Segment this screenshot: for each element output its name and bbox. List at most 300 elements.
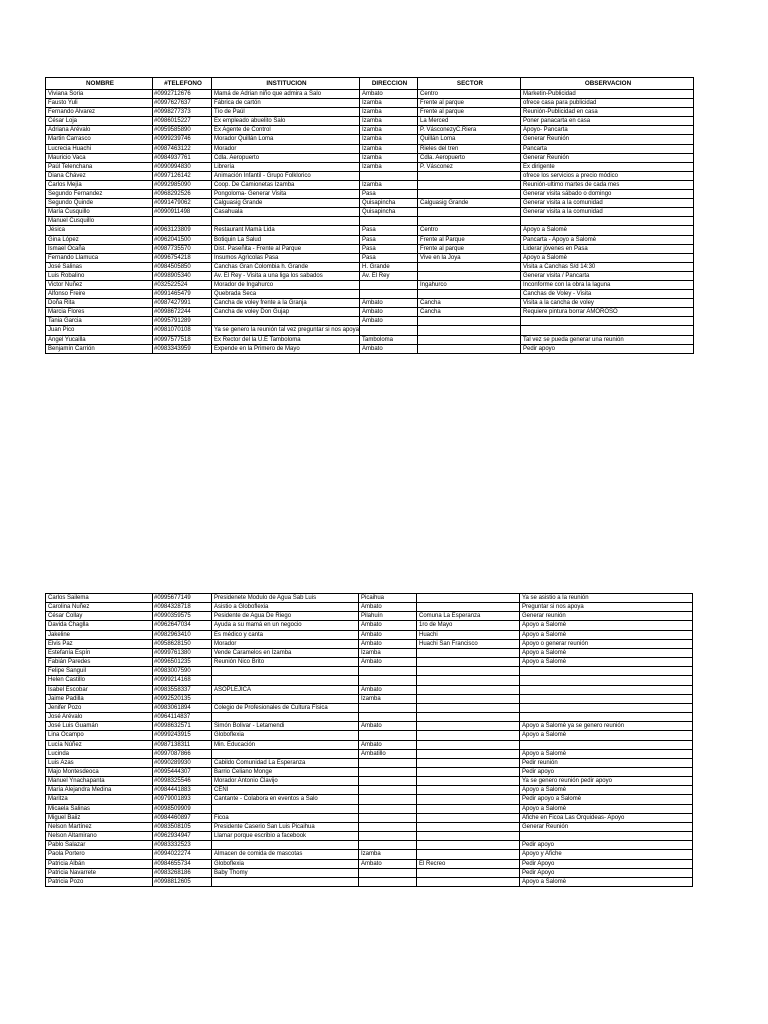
sector-cell <box>417 832 520 841</box>
direccion-cell: Ambato <box>359 685 417 694</box>
nombre-cell: José Arévalo <box>46 713 153 722</box>
institucion-cell: Barrio Celiano Monge <box>212 767 359 776</box>
sector-cell <box>417 713 520 722</box>
observacion-cell: ofrece casa para publicidad <box>520 99 693 108</box>
observacion-cell: Apoyo a Salomè ya se genero reunión <box>520 722 693 731</box>
institucion-cell: Vende Caramelos en Izamba <box>212 648 359 657</box>
direccion-cell: Pasa <box>359 253 417 262</box>
sector-cell <box>417 180 520 189</box>
direccion-cell: Quisapincha <box>359 199 417 208</box>
observacion-cell <box>520 317 693 326</box>
direccion-cell: Ambato <box>359 740 417 749</box>
nombre-cell: Juan Pico <box>46 326 153 335</box>
direccion-cell: Izamba <box>359 153 417 162</box>
table-row <box>46 299 694 308</box>
observacion-cell <box>520 676 693 685</box>
telefono-cell: #0984328718 <box>153 603 212 612</box>
column-header-institucion: INSTITUCION <box>212 78 360 90</box>
observacion-cell <box>520 326 693 335</box>
sector-cell <box>417 603 520 612</box>
direccion-cell: Izamba <box>359 162 417 171</box>
nombre-cell: Lina Ocampo <box>46 731 153 740</box>
institucion-cell: Globoflexia <box>212 731 359 740</box>
direccion-cell <box>359 703 417 712</box>
table-row <box>46 190 694 199</box>
nombre-cell: César Loja <box>46 117 153 126</box>
institucion-cell: Ayuda a su mamá en un negocio <box>212 621 359 630</box>
nombre-cell: Jaime Padilla <box>46 694 153 703</box>
institucion-cell <box>212 317 360 326</box>
column-header-telefono: #TELEFONO <box>153 78 212 90</box>
table-row <box>46 685 693 694</box>
institucion-cell <box>212 841 359 850</box>
observacion-cell: Ya se genero reunión pedir apoyo <box>520 777 693 786</box>
institucion-cell: Librería <box>212 162 360 171</box>
nombre-cell: José Luis Guamán <box>46 722 153 731</box>
telefono-cell: #0983343959 <box>153 344 212 353</box>
sector-cell: Frente al Parque <box>417 235 520 244</box>
direccion-cell <box>359 813 417 822</box>
table-row <box>46 777 693 786</box>
direccion-cell: Izamba <box>359 694 417 703</box>
observacion-cell: Generar Reunión <box>520 822 693 831</box>
sector-cell <box>417 335 520 344</box>
observacion-cell: Pedir apoyo <box>520 841 693 850</box>
direccion-cell: Izamba <box>359 180 417 189</box>
table-row <box>46 676 693 685</box>
nombre-cell: Fernando Alvarez <box>46 108 153 117</box>
table-row <box>46 117 694 126</box>
observacion-cell: Apoyo o generar reunión <box>520 639 693 648</box>
institucion-cell: Baby Thomy <box>212 868 359 877</box>
institucion-cell: Botiquin La Salud <box>212 235 360 244</box>
sector-cell <box>417 731 520 740</box>
institucion-cell: Reunión Nico Brito <box>212 658 359 667</box>
telefono-cell: #0984441883 <box>153 786 212 795</box>
nombre-cell: Nelson Martínez <box>46 822 153 831</box>
observacion-cell: Pedir Apoyo <box>520 859 693 868</box>
telefono-cell: #0986015227 <box>153 117 212 126</box>
institucion-cell: Cancha de voley Don Gujap <box>212 308 360 317</box>
telefono-cell: #0998672244 <box>153 308 212 317</box>
sector-cell: Ingahurco <box>417 280 520 289</box>
sector-cell <box>417 208 520 217</box>
sector-cell <box>417 217 520 226</box>
telefono-cell: #0995791289 <box>153 317 212 326</box>
telefono-cell: #0992712676 <box>153 90 212 99</box>
observacion-cell: Pancarta <box>520 144 693 153</box>
nombre-cell: Lucía Núñez <box>46 740 153 749</box>
table-row <box>46 648 693 657</box>
telefono-cell: #0998277373 <box>153 108 212 117</box>
direccion-cell: Pilahuín <box>359 612 417 621</box>
direccion-cell <box>359 667 417 676</box>
direccion-cell: Quisapincha <box>359 208 417 217</box>
sector-cell: Frente al parque <box>417 244 520 253</box>
institucion-cell: ASOPLEJICA <box>212 685 359 694</box>
institucion-cell: Mamá de Adrian niño que admira a Salo <box>212 90 360 99</box>
nombre-cell: Manuel Cusquillo <box>46 217 153 226</box>
table-row <box>46 344 694 353</box>
institucion-cell: Ya se genero la reunión tal vez preguntar si nos apoya <box>212 326 360 335</box>
institucion-cell: Ficoa <box>212 813 359 822</box>
sector-cell <box>417 822 520 831</box>
nombre-cell: César Collay <box>46 612 153 621</box>
institucion-cell: Ex Agente de Control <box>212 126 360 135</box>
sector-cell <box>417 171 520 180</box>
observacion-cell: Apoyo a Salomè <box>520 630 693 639</box>
observacion-cell: Apoyo y Afiche <box>520 850 693 859</box>
telefono-cell: #0983007590 <box>153 667 212 676</box>
telefono-cell: #0983508105 <box>153 822 212 831</box>
institucion-cell: Es médico y canta <box>212 630 359 639</box>
nombre-cell: Maritza <box>46 795 153 804</box>
table-row <box>46 877 693 886</box>
direccion-cell <box>359 731 417 740</box>
telefono-cell: #0998905340 <box>153 271 212 280</box>
sector-cell: P. Vásconez <box>417 162 520 171</box>
sector-cell <box>417 667 520 676</box>
telefono-cell: #0999214168 <box>153 676 212 685</box>
sector-cell: P. VásconezyC.Riera <box>417 126 520 135</box>
telefono-cell: #0996501235 <box>153 658 212 667</box>
nombre-cell: Helen Castillo <box>46 676 153 685</box>
sector-cell: Huachi San Francisco <box>417 639 520 648</box>
telefono-cell: #0958628150 <box>153 639 212 648</box>
observacion-cell <box>520 740 693 749</box>
table-row <box>46 795 693 804</box>
telefono-cell: #0968292526 <box>153 190 212 199</box>
table-row <box>46 335 694 344</box>
observacion-cell: Ex dirigente <box>520 162 693 171</box>
institucion-cell: Canchas Gran Colombia h. Grande <box>212 262 360 271</box>
observacion-cell: Apoyo a Salomè <box>520 621 693 630</box>
telefono-cell: #0991479062 <box>153 199 212 208</box>
direccion-cell: Izamba <box>359 117 417 126</box>
nombre-cell: José Salinas <box>46 262 153 271</box>
nombre-cell: Paola Portero <box>46 850 153 859</box>
telefono-cell: #0984937761 <box>153 153 212 162</box>
observacion-cell: Pedir apoyo <box>520 344 693 353</box>
direccion-cell: Ambato <box>359 299 417 308</box>
telefono-cell: #0962647034 <box>153 621 212 630</box>
column-header-direccion: DIRECCION <box>359 78 417 90</box>
table-row <box>46 317 694 326</box>
direccion-cell <box>359 676 417 685</box>
table-row <box>46 722 693 731</box>
telefono-cell: #0983558337 <box>153 685 212 694</box>
sector-cell: Centro <box>417 90 520 99</box>
nombre-cell: Fausto Yuli <box>46 99 153 108</box>
table-row <box>46 612 693 621</box>
nombre-cell: Doña Rita <box>46 299 153 308</box>
institucion-cell: Tío de Paúl <box>212 108 360 117</box>
institucion-cell <box>212 713 359 722</box>
sector-cell <box>417 758 520 767</box>
observacion-cell: Pedir apoyo <box>520 767 693 776</box>
institucion-cell: Dist. Paseñita - Frente al Parque <box>212 244 360 253</box>
institucion-cell <box>212 694 359 703</box>
direccion-cell: Ambato <box>359 859 417 868</box>
nombre-cell: Felipe Sanguil <box>46 667 153 676</box>
institucion-cell: CENI <box>212 786 359 795</box>
nombre-cell: Alfonso Freire <box>46 290 153 299</box>
nombre-cell: Fabián Paredes <box>46 658 153 667</box>
sector-cell <box>417 841 520 850</box>
table-row <box>46 90 694 99</box>
telefono-cell: #0963123809 <box>153 226 212 235</box>
direccion-cell <box>359 326 417 335</box>
institucion-cell: Min. Educación <box>212 740 359 749</box>
telefono-cell: #0987735570 <box>153 244 212 253</box>
direccion-cell: Pasa <box>359 235 417 244</box>
nombre-cell: Ismael Ocaña <box>46 244 153 253</box>
direccion-cell <box>359 171 417 180</box>
nombre-cell: Mauricio Vaca <box>46 153 153 162</box>
nombre-cell: Manuel Ynachapanta <box>46 777 153 786</box>
observacion-cell: Requiere pintura borrar AMOROSO <box>520 308 693 317</box>
direccion-cell: Ambato <box>359 308 417 317</box>
observacion-cell: Apoyo a Salomè <box>520 877 693 886</box>
observacion-cell: Apoyo a Salomè <box>520 731 693 740</box>
nombre-cell: Martin Carrasco <box>46 135 153 144</box>
nombre-cell: Viviana Soria <box>46 90 153 99</box>
telefono-cell: #0992520135 <box>153 694 212 703</box>
sector-cell <box>417 676 520 685</box>
direccion-cell: Pasa <box>359 226 417 235</box>
telefono-cell: #0990911498 <box>153 208 212 217</box>
nombre-cell: Pablo Salazar <box>46 841 153 850</box>
table-row <box>46 262 694 271</box>
direccion-cell: Izamba <box>359 144 417 153</box>
observacion-cell: Apoyo a Salomè <box>520 226 693 235</box>
observacion-cell: Pedir reunión <box>520 758 693 767</box>
observacion-cell: Apoyo- Pancarta <box>520 126 693 135</box>
observacion-cell: Apoyo a Salomè <box>520 253 693 262</box>
table-row <box>46 841 693 850</box>
nombre-cell: Carolina Nuñez <box>46 603 153 612</box>
telefono-cell: #032522524 <box>153 280 212 289</box>
institucion-cell: Almacen de comida de mascotas <box>212 850 359 859</box>
institucion-cell: Colegio de Profesionales de Cultura Física <box>212 703 359 712</box>
telefono-cell: #0990289930 <box>153 758 212 767</box>
institucion-cell <box>212 217 360 226</box>
direccion-cell: Ambato <box>359 317 417 326</box>
direccion-cell <box>359 822 417 831</box>
nombre-cell: Jakeline <box>46 630 153 639</box>
table-row <box>46 108 694 117</box>
telefono-cell: #0962934947 <box>153 832 212 841</box>
institucion-cell <box>212 749 359 758</box>
direccion-cell: Picaihua <box>359 594 417 603</box>
telefono-cell: #0995444307 <box>153 767 212 776</box>
direccion-cell: Ambato <box>359 90 417 99</box>
sector-cell <box>417 685 520 694</box>
observacion-cell: Pedir apoyo a Salomè <box>520 795 693 804</box>
institucion-cell: Pesidente de Agua De Riego <box>212 612 359 621</box>
institucion-cell <box>212 676 359 685</box>
direccion-cell: Ambato <box>359 621 417 630</box>
sector-cell: Cancha <box>417 308 520 317</box>
telefono-cell: #0979001893 <box>153 795 212 804</box>
sector-cell <box>417 262 520 271</box>
observacion-cell: Afiche en Ficoa Las Orquideas- Apoyo <box>520 813 693 822</box>
telefono-cell: #0998632571 <box>153 722 212 731</box>
observacion-cell: Visita a la cancha de voley <box>520 299 693 308</box>
observacion-cell: Generar Reunión <box>520 135 693 144</box>
table-row <box>46 253 694 262</box>
institucion-cell: Morador Quillán Loma <box>212 135 360 144</box>
sector-cell <box>417 868 520 877</box>
sector-cell: Cdla. Aeropuerto <box>417 153 520 162</box>
observacion-cell: ofrece los servicios a precio módico <box>520 171 693 180</box>
header-row <box>46 78 694 90</box>
nombre-cell: Miguel Baiiz <box>46 813 153 822</box>
observacion-cell: Poner panacarta en casa <box>520 117 693 126</box>
table-row <box>46 226 694 235</box>
direccion-cell: Ambato <box>359 722 417 731</box>
observacion-cell: Pancarta - Apoyo a Salomè <box>520 235 693 244</box>
direccion-cell: Izamba <box>359 648 417 657</box>
nombre-cell: Segundo Fernandez <box>46 190 153 199</box>
direccion-cell <box>359 832 417 841</box>
direccion-cell <box>359 290 417 299</box>
direccion-cell <box>359 868 417 877</box>
telefono-cell: #0991465479 <box>153 290 212 299</box>
sector-cell <box>417 767 520 776</box>
nombre-cell: Elvis Paz <box>46 639 153 648</box>
telefono-cell: #0998325546 <box>153 777 212 786</box>
table-row <box>46 731 693 740</box>
telefono-cell: #0997627637 <box>153 99 212 108</box>
table-row <box>46 594 693 603</box>
table-row <box>46 144 694 153</box>
table-row <box>46 99 694 108</box>
table-row <box>46 868 693 877</box>
observacion-cell <box>520 703 693 712</box>
nombre-cell: Jésica <box>46 226 153 235</box>
sector-cell: El Recreo <box>417 859 520 868</box>
institucion-cell: Cancha de voley frente a la Granja <box>212 299 360 308</box>
sector-cell <box>417 271 520 280</box>
table-body-1 <box>46 90 694 354</box>
table-row <box>46 280 694 289</box>
direccion-cell: Ambato <box>359 630 417 639</box>
nombre-cell: Adriana Arévalo <box>46 126 153 135</box>
telefono-cell <box>153 217 212 226</box>
institucion-cell: Globoflexia <box>212 859 359 868</box>
table-row <box>46 850 693 859</box>
direccion-cell <box>359 877 417 886</box>
observacion-cell: Generar visita a la comunidad <box>520 208 693 217</box>
direccion-cell <box>359 758 417 767</box>
nombre-cell: Victor Nuñez <box>46 280 153 289</box>
nombre-cell: Micaela Salinas <box>46 804 153 813</box>
nombre-cell: Fernando Llamuca <box>46 253 153 262</box>
nombre-cell: Diana Chávez <box>46 171 153 180</box>
sector-cell: Centro <box>417 226 520 235</box>
table-row <box>46 308 694 317</box>
telefono-cell: #0999761380 <box>153 648 212 657</box>
table-row <box>46 135 694 144</box>
direccion-cell: Ambato <box>359 639 417 648</box>
table-body-2 <box>46 594 693 887</box>
institucion-cell: Ex Rector del la U.E Tamboloma <box>212 335 360 344</box>
table-row <box>46 271 694 280</box>
table-row <box>46 199 694 208</box>
nombre-cell: Gina López <box>46 235 153 244</box>
sector-cell: Quillán Loma <box>417 135 520 144</box>
direccion-cell <box>359 280 417 289</box>
institucion-cell: Morador <box>212 639 359 648</box>
sector-cell <box>417 317 520 326</box>
telefono-cell: #0997126142 <box>153 171 212 180</box>
table-row <box>46 217 694 226</box>
direccion-cell: Izamba <box>359 108 417 117</box>
direccion-cell: H. Grande <box>359 262 417 271</box>
nombre-cell: Patricia Pozo <box>46 877 153 886</box>
direccion-cell: Izamba <box>359 126 417 135</box>
contacts-table-2 <box>45 593 693 887</box>
nombre-cell: Carlos Mejía <box>46 180 153 189</box>
observacion-cell <box>520 713 693 722</box>
nombre-cell: Lucrecia Huachi <box>46 144 153 153</box>
institucion-cell <box>212 804 359 813</box>
table-row <box>46 126 694 135</box>
nombre-cell: Patricia Albán <box>46 859 153 868</box>
telefono-cell: #0996754218 <box>153 253 212 262</box>
telefono-cell: #0984505850 <box>153 262 212 271</box>
telefono-cell: #0987427991 <box>153 299 212 308</box>
nombre-cell: Patricia Navarrete <box>46 868 153 877</box>
institucion-cell: Insumos Agrìcolas Pasa <box>212 253 360 262</box>
direccion-cell <box>359 777 417 786</box>
telefono-cell: #0983332523 <box>153 841 212 850</box>
sector-cell: Calguasig Grande <box>417 199 520 208</box>
observacion-cell: Ya se asistio a la reunión <box>520 594 693 603</box>
institucion-cell: Presidenete Modulo de Agua Sab Luis <box>212 594 359 603</box>
nombre-cell: Carlos Sailema <box>46 594 153 603</box>
direccion-cell: Izamba <box>359 135 417 144</box>
sector-cell: Frente al parque <box>417 99 520 108</box>
table-row <box>46 621 693 630</box>
institucion-cell: Simón Bolivar - Letamendi <box>212 722 359 731</box>
direccion-cell <box>359 786 417 795</box>
table-row <box>46 603 693 612</box>
institucion-cell <box>212 667 359 676</box>
direccion-cell: Av. El Rey <box>359 271 417 280</box>
direccion-cell <box>359 804 417 813</box>
table-row <box>46 767 693 776</box>
table-row <box>46 804 693 813</box>
institucion-cell: Asistio a Globoflexia <box>212 603 359 612</box>
direccion-cell: Izamba <box>359 850 417 859</box>
observacion-cell: Apoyo a Salomè <box>520 804 693 813</box>
direccion-cell <box>359 217 417 226</box>
sector-cell <box>417 795 520 804</box>
direccion-cell <box>359 767 417 776</box>
direccion-cell: Izamba <box>359 99 417 108</box>
observacion-cell: Generar visita sábado o domingo <box>520 190 693 199</box>
telefono-cell: #0987463122 <box>153 144 212 153</box>
telefono-cell: #0998509909 <box>153 804 212 813</box>
institucion-cell: Cabildo Comunidad La Esperanza <box>212 758 359 767</box>
table-row <box>46 713 693 722</box>
direccion-cell: Ambato <box>359 344 417 353</box>
nombre-cell: Estefanía Espín <box>46 648 153 657</box>
column-header-observacion: OBSERVACION <box>520 78 693 90</box>
nombre-cell: Benjamín Carrión <box>46 344 153 353</box>
